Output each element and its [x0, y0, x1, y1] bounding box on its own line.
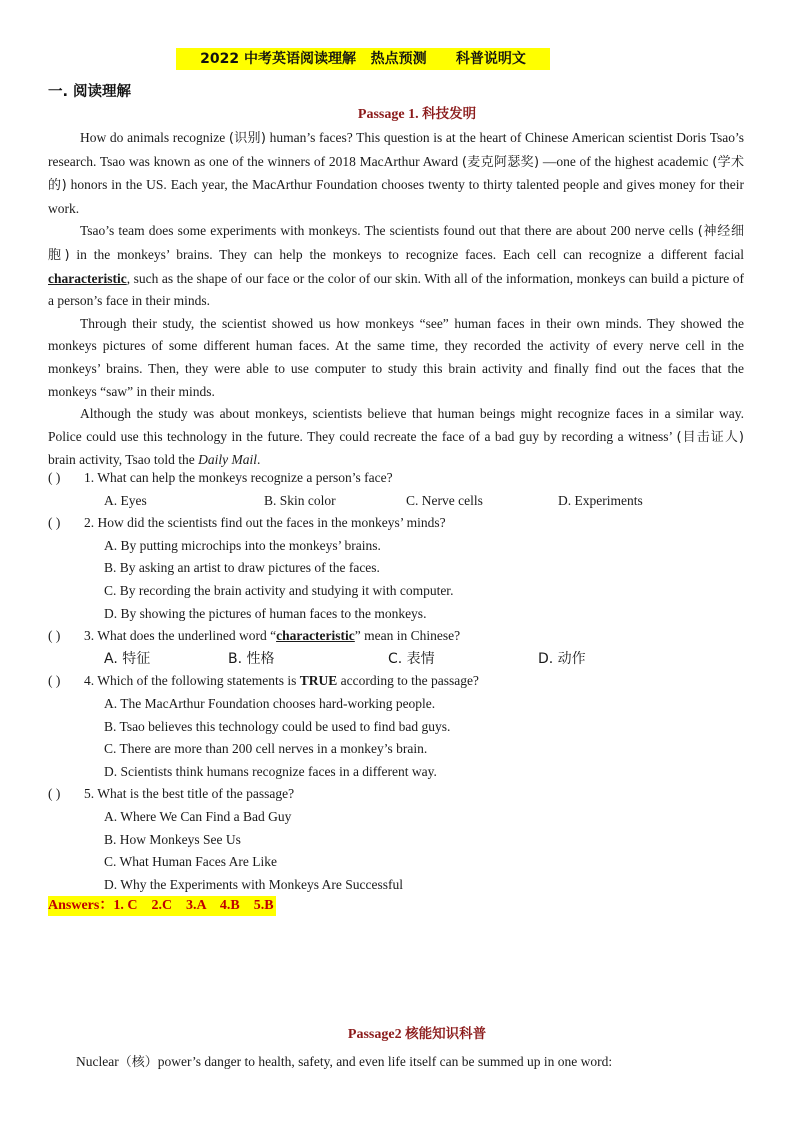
- answer-key: Answers：1. C 2.C 3.A 4.B 5.B: [48, 896, 276, 916]
- option-a: A. Eyes: [104, 492, 147, 508]
- passage-2-title: [20, 1024, 794, 1045]
- option-d: D. Experiments: [558, 492, 643, 508]
- question-stem: 1. What can help the monkeys recognize a person’s face?: [84, 470, 393, 485]
- text-run: , such as the shape of our face or the color of our skin. With all of the information, monkeys can build a picture of a person’s face in their minds.: [48, 270, 744, 309]
- text-run: in the monkeys’ brains. They can help the monkeys to recognize faces. Each cell can recognize a different facial: [69, 246, 745, 262]
- option-c: C. 表情: [388, 650, 435, 667]
- option-b: B. How Monkeys See Us: [104, 831, 241, 847]
- text-run: Tsao’s team does some experiments with monkeys. The scientists found out that there are about 200 nerve cells: [80, 223, 698, 239]
- text-run: Although the study was about monkeys, scientists believe that human beings might recognize faces in a similar way. Police could use this technology in the future. They could recreate the face of a bad guy by recording a witness’: [48, 406, 744, 444]
- text-run: honors in the US. Each year, the MacArthur Foundation chooses twenty to thirty talented people and gives money for their work.: [48, 177, 744, 216]
- paragraph-4: [48, 403, 744, 472]
- passage-1-title-zh: 科技发明: [422, 106, 477, 122]
- text-run: .: [257, 452, 261, 468]
- text-run: —one of the highest academic: [539, 153, 713, 169]
- answer-blank[interactable]: ( ): [48, 515, 61, 531]
- question-stem-b: ” mean in Chinese?: [354, 628, 461, 644]
- gloss-zh: （核）: [118, 1055, 158, 1070]
- question-stem-b: according to the passage?: [337, 673, 479, 689]
- paragraph-3: Through their study, the scientist showed us how monkeys “see” human faces in their own minds. They showed the monkeys pictures of some different human faces. At the same time, they recorded the activity of every nerve cell in the monkeys’ brains. Then, they were able to use computer to study this brain activity and finally find out the faces that the monkeys “saw” in their minds.: [48, 315, 744, 399]
- option-c: C. By recording the brain activity and studying it with computer.: [104, 582, 454, 598]
- option-c: C. What Human Faces Are Like: [104, 854, 277, 870]
- gloss-zh: (识别): [228, 131, 266, 146]
- question-4: [48, 670, 748, 693]
- option-d: D. Why the Experiments with Monkeys Are Successful: [104, 876, 403, 892]
- option-c: C. Nerve cells: [406, 492, 483, 508]
- question-1: [48, 467, 748, 490]
- paragraph-2: [48, 220, 744, 312]
- question-1-options: [48, 490, 748, 513]
- gloss-zh: (麦克阿瑟奖): [461, 154, 540, 170]
- gloss-zh: (神经细胞): [48, 224, 744, 263]
- answer-blank[interactable]: ( ): [48, 786, 61, 802]
- text-run: Nuclear: [76, 1054, 119, 1069]
- gloss-zh: (目击证人): [676, 429, 744, 445]
- answer-blank[interactable]: ( ): [48, 470, 61, 485]
- option-a: A. By putting microchips into the monkeys’ brains.: [104, 537, 381, 553]
- option-c: C. There are more than 200 cell nerves in a monkey’s brain.: [104, 741, 428, 757]
- paragraph-1: [48, 127, 744, 220]
- passage-2-first-line: [48, 1051, 744, 1074]
- question-stem-a: 3. What does the underlined word “: [84, 628, 277, 644]
- option-a: A. 特征: [104, 650, 151, 667]
- passage-1-title-en: Passage 1.: [357, 107, 419, 122]
- question-list: [48, 467, 748, 896]
- passage-2-title-en: Passage2: [347, 1027, 402, 1042]
- document-title: 2022 中考英语阅读理解 热点预测 科普说明文: [176, 48, 550, 70]
- text-run: How do animals recognize: [80, 130, 229, 145]
- option-b: B. Tsao believes this technology could be used to find bad guys.: [104, 718, 451, 734]
- gloss-zh: (学术的): [48, 154, 744, 194]
- answer-blank[interactable]: ( ): [48, 628, 61, 644]
- text-run: human’s faces? This question is at the heart of Chinese American scientist Doris Tsao’s research. Tsao was known as one of the winners of 2018 MacArthur Award: [48, 130, 744, 169]
- passage-2-title-zh: 核能知识科普: [405, 1026, 487, 1042]
- option-b: B. By asking an artist to draw pictures of the faces.: [104, 560, 380, 576]
- option-b: B. 性格: [228, 650, 275, 667]
- underlined-word: characteristic: [276, 628, 355, 644]
- question-3-options: [48, 648, 748, 671]
- option-b: B. Skin color: [264, 492, 336, 508]
- question-stem: 2. How did the scientists find out the faces in the monkeys’ minds?: [84, 515, 446, 531]
- option-a: A. Where We Can Find a Bad Guy: [104, 808, 292, 824]
- option-d: D. By showing the pictures of human faces to the monkeys.: [104, 605, 427, 621]
- question-3: [48, 625, 748, 648]
- section-heading: 一. 阅读理解: [48, 84, 132, 100]
- question-2: [48, 512, 748, 535]
- question-5: [48, 783, 748, 806]
- option-d: D. Scientists think humans recognize faces in a different way.: [104, 763, 437, 779]
- option-a: A. The MacArthur Foundation chooses hard-working people.: [104, 695, 436, 711]
- question-stem-bold: TRUE: [299, 673, 338, 689]
- option-d: D. 动作: [538, 650, 586, 667]
- question-stem: 5. What is the best title of the passage?: [84, 786, 295, 802]
- newspaper-name: Daily Mail: [198, 452, 258, 468]
- question-stem-a: 4. Which of the following statements is: [84, 673, 300, 689]
- text-run: brain activity, Tsao told the: [48, 452, 199, 468]
- text-run: power’s danger to health, safety, and even life itself can be summed up in one word:: [157, 1054, 613, 1069]
- passage-1-body: [48, 127, 744, 472]
- answer-blank[interactable]: ( ): [48, 673, 61, 689]
- passage-1-title: [20, 104, 794, 125]
- underlined-word: characteristic: [48, 270, 127, 286]
